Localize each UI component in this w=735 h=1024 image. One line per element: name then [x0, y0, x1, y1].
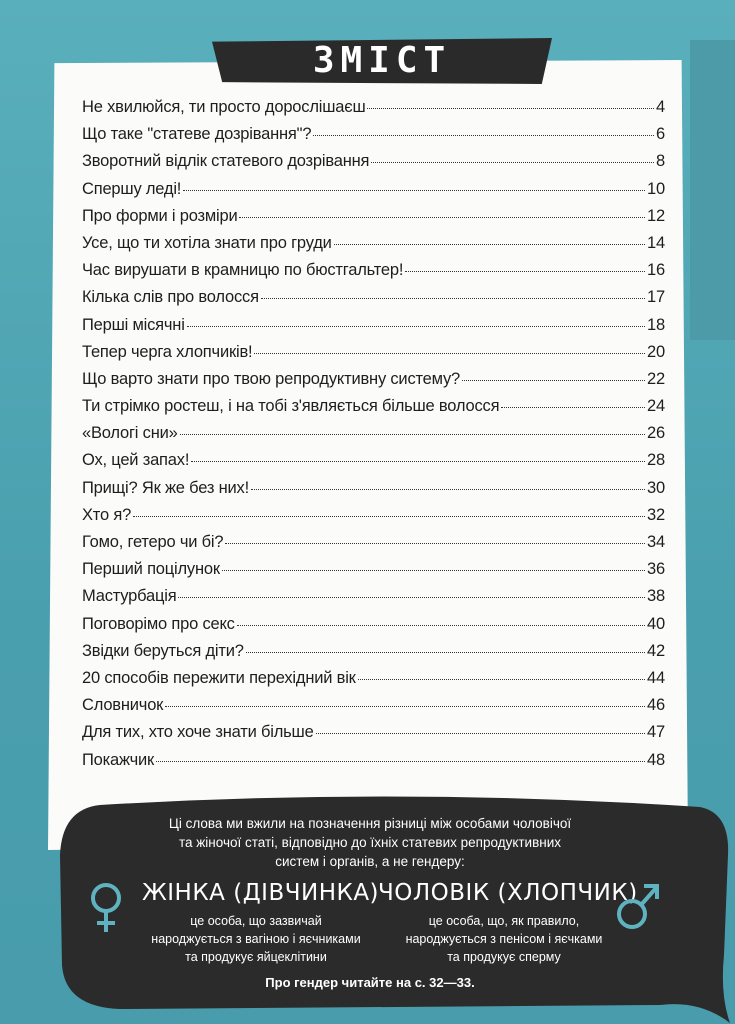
toc-entry-page: 16: [647, 261, 665, 280]
toc-leader-dots: [239, 217, 645, 218]
toc-entry-page: 30: [647, 478, 665, 497]
female-desc-line: народжується з вагіною і яєчниками: [151, 932, 361, 946]
toc-leader-dots: [405, 271, 645, 272]
toc-leader-dots: [133, 516, 645, 517]
toc-entry: [82, 669, 665, 696]
toc-entry-page: 20: [647, 342, 665, 361]
toc-leader-dots: [165, 706, 645, 707]
intro-line: та жіночої статі, відповідно до їхніх статевих репродуктивних: [178, 835, 562, 850]
toc-entry: [82, 343, 665, 370]
toc-entry-title: Покажчик: [82, 750, 155, 769]
toc-leader-dots: [313, 135, 654, 136]
toc-leader-dots: [254, 353, 645, 354]
toc-entry-title: Що варто знати про твою репродуктивну систему?: [82, 369, 460, 388]
toc-leader-dots: [246, 652, 645, 653]
toc-entry: [82, 723, 665, 750]
toc-entry: [82, 397, 665, 424]
toc-entry: [82, 506, 665, 533]
toc-entry-title: Звідки беруться діти?: [82, 641, 244, 660]
toc-leader-dots: [180, 434, 645, 435]
female-symbol-icon: [86, 880, 126, 936]
toc-entry: [82, 587, 665, 614]
toc-entry-page: 28: [647, 451, 665, 470]
toc-entry-title: Для тих, хто хоче знати більше: [82, 723, 314, 742]
toc-entry: [82, 316, 665, 343]
toc-entry-title: 20 способів пережити перехідний вік: [82, 668, 356, 687]
toc-entry-page: 6: [656, 125, 665, 144]
toc-entry-title: Усе, що ти хотіла знати про груди: [82, 233, 332, 252]
toc-entry-page: 10: [647, 179, 665, 198]
toc-entry: [82, 424, 665, 451]
toc-entry-page: 47: [647, 723, 665, 742]
toc-entry-title: Зворотний відлік статевого дозрівання: [82, 152, 370, 171]
toc-entry-title: Гомо, гетеро чи бі?: [82, 533, 224, 551]
toc-entry-page: 26: [647, 424, 665, 443]
toc-entry: [82, 261, 665, 288]
male-desc-line: це особа, що, як правило,: [428, 914, 580, 928]
toc-entry-page: 24: [647, 397, 665, 416]
toc-entry-page: 46: [647, 696, 665, 715]
toc-entry-page: 42: [647, 641, 665, 660]
toc-entry-page: 38: [647, 587, 665, 606]
toc-entry-page: 4: [656, 98, 665, 116]
toc-leader-dots: [156, 761, 645, 762]
toc-entry-title: Перший поцілунок: [82, 560, 220, 579]
female-desc-line: та продукує яйцеклітини: [185, 950, 327, 964]
toc-entry-title: Поговорімо про секс: [82, 614, 235, 633]
toc-entry-title: Час вирушати в крамницю по бюстгальтер!: [82, 261, 404, 280]
bubble-intro: [120, 814, 620, 871]
toc-entry-title: Тепер черга хлопчиків!: [82, 342, 253, 361]
toc-entry-page: 44: [647, 668, 665, 687]
male-term-title: ЧОЛОВІК (ХЛОПЧИК): [378, 880, 638, 906]
toc-entry-page: 18: [647, 315, 665, 334]
toc-entry-title: Хто я?: [82, 505, 132, 524]
toc-entry: [82, 751, 665, 778]
page-title: ЗМІСТ: [312, 40, 452, 81]
toc-leader-dots: [222, 570, 645, 571]
toc-entry: [82, 180, 665, 207]
male-term-description: [384, 912, 624, 966]
toc-leader-dots: [178, 597, 645, 598]
intro-line: Ці слова ми вжили на позначення різниці між особами чоловічої: [168, 816, 572, 831]
toc-leader-dots: [237, 625, 645, 626]
toc-entry-title: Кілька слів про волосся: [82, 288, 259, 307]
toc-entry-title: Прищі? Як же без них!: [82, 478, 249, 497]
female-term-description: [136, 912, 376, 966]
toc-entry-page: 40: [647, 614, 665, 633]
toc-entry: [82, 560, 665, 587]
toc-entry-title: «Вологі сни»: [82, 424, 178, 443]
toc-entry-title: Не хвилюйся, ти просто дорослішаєш: [82, 98, 366, 116]
toc-leader-dots: [501, 407, 645, 408]
toc-entry: [82, 451, 665, 478]
toc-leader-dots: [225, 543, 645, 544]
toc-entry: [82, 370, 665, 397]
toc-leader-dots: [462, 380, 645, 381]
intro-line: систем і органів, а не гендеру:: [275, 854, 465, 869]
toc-entry-page: 12: [647, 206, 665, 225]
toc-entry: [82, 234, 665, 261]
toc-entry: [82, 642, 665, 669]
male-symbol-icon: [612, 878, 664, 934]
gender-reference-note: Про гендер читайте на с. 32—33.: [265, 975, 475, 990]
toc-entry: [82, 696, 665, 723]
toc-leader-dots: [316, 733, 645, 734]
background-panel: [690, 40, 735, 340]
toc-entry: [82, 152, 665, 179]
toc-leader-dots: [334, 244, 645, 245]
toc-entry-title: Ох, цей запах!: [82, 451, 190, 470]
toc-entry-page: 34: [647, 533, 665, 551]
toc-entry-title: Що таке "статеве дозрівання"?: [82, 125, 312, 144]
toc-entry: [82, 615, 665, 642]
toc-leader-dots: [187, 326, 645, 327]
toc-leader-dots: [183, 190, 645, 191]
toc-leader-dots: [367, 108, 654, 109]
toc-entry-page: 14: [647, 233, 665, 252]
toc-entry: [82, 533, 665, 560]
toc-leader-dots: [191, 461, 645, 462]
male-desc-line: народжується з пенісом і яєчками: [405, 932, 603, 946]
toc-leader-dots: [251, 489, 645, 490]
toc-entry: [82, 479, 665, 506]
toc-entry-page: 17: [647, 288, 665, 307]
toc-entry-page: 36: [647, 560, 665, 579]
toc-entry-title: Про форми і розміри: [82, 206, 238, 225]
toc-entry-title: Словничок: [82, 696, 164, 715]
toc-entry-title: Перші місячні: [82, 315, 185, 334]
toc-entry-page: 48: [647, 750, 665, 769]
toc-leader-dots: [371, 162, 654, 163]
table-of-contents: [82, 98, 665, 778]
toc-entry-page: 22: [647, 369, 665, 388]
toc-entry-page: 8: [656, 152, 665, 171]
toc-entry: [82, 207, 665, 234]
toc-entry: [82, 98, 665, 125]
toc-entry: [82, 125, 665, 152]
female-desc-line: це особа, що зазвичай: [190, 914, 322, 928]
toc-entry-title: Спершу леді!: [82, 179, 182, 198]
toc-leader-dots: [358, 679, 645, 680]
toc-entry-title: Ти стрімко ростеш, і на тобі з'являється більше волосся: [82, 397, 500, 416]
male-desc-line: та продукує сперму: [447, 950, 561, 964]
female-term-title: ЖІНКА (ДІВЧИНКА): [142, 880, 380, 906]
toc-leader-dots: [261, 298, 645, 299]
toc-entry: [82, 288, 665, 315]
toc-entry-title: Мастурбація: [82, 587, 177, 606]
toc-entry-page: 32: [647, 505, 665, 524]
